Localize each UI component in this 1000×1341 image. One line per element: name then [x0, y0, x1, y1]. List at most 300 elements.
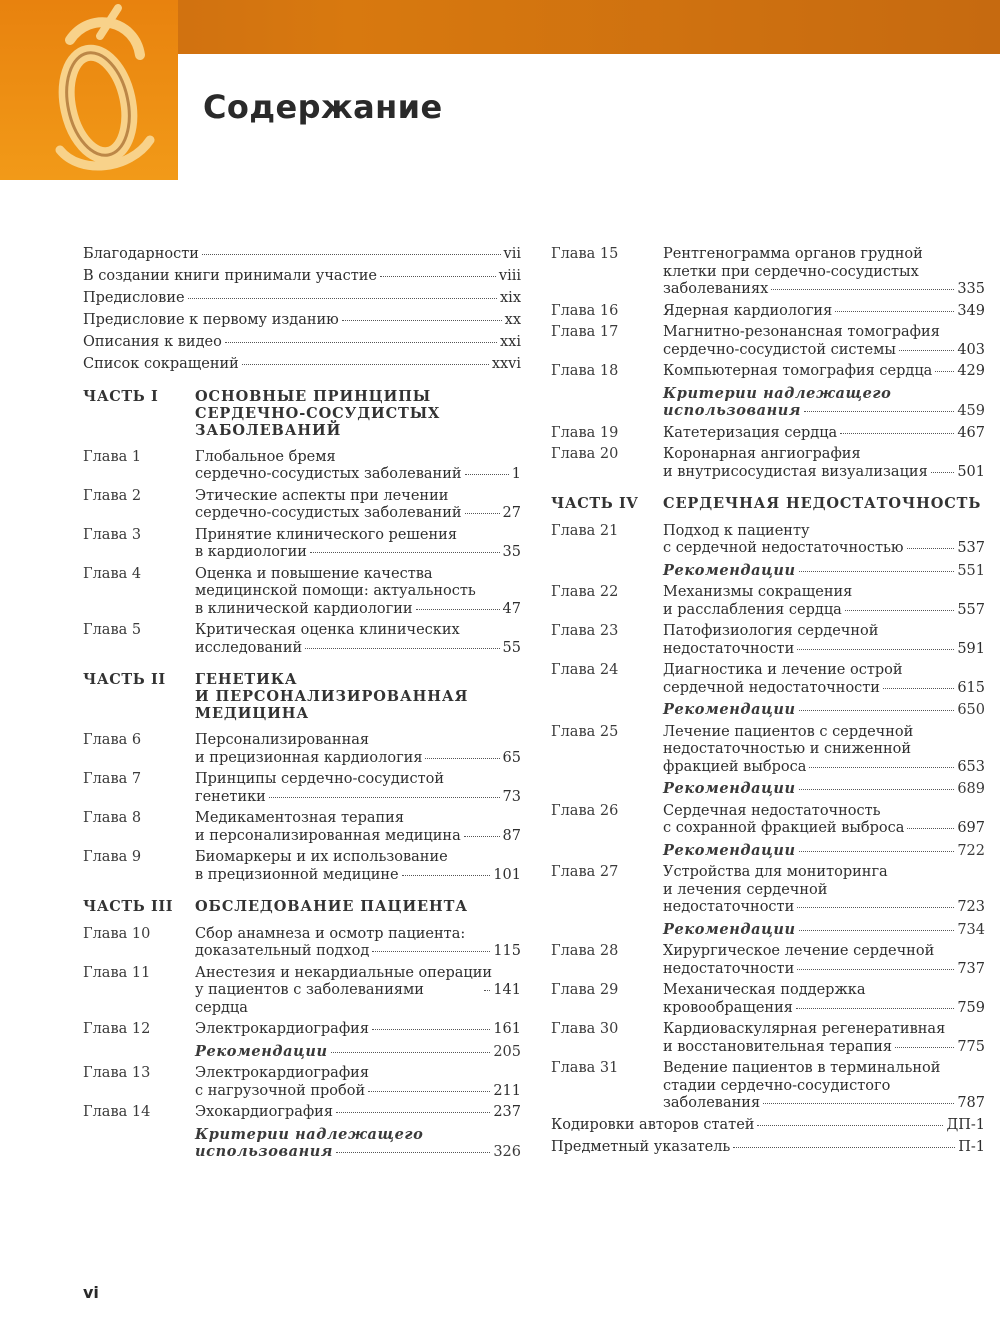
dot-leader [465, 513, 500, 514]
entry-title-line: Рекомендации [663, 701, 796, 718]
toc-entry [83, 732, 521, 767]
entry-title: Кодировки авторов статей [551, 1116, 755, 1133]
toc-left-column [83, 246, 521, 1166]
dot-leader [269, 797, 500, 798]
dot-leader [425, 758, 499, 759]
chapter-label: Глава 30 [551, 1021, 619, 1037]
part-title-line: ОСНОВНЫЕ ПРИНЦИПЫ [195, 387, 432, 405]
toc-entry [83, 1065, 521, 1100]
entry-title-line: Биомаркеры и их использование [195, 849, 448, 866]
entry-title [195, 566, 521, 619]
part-title-line: ЗАБОЛЕВАНИЙ [195, 421, 342, 439]
page-ref: 1 [511, 466, 521, 483]
entry-title-line: с сохранной фракцией выброса [663, 820, 905, 836]
page-ref: 161 [493, 1021, 521, 1038]
dot-leader [796, 1008, 954, 1009]
dot-leader [797, 649, 954, 650]
chapter-label: Глава 19 [551, 424, 619, 441]
entry-title-line: Анестезия и некардиальные операции [195, 964, 493, 981]
toc-entry [551, 303, 985, 321]
dot-leader [310, 552, 500, 553]
part-title-line: СЕРДЕЧНО-СОСУДИСТЫХ [195, 404, 441, 422]
page-ref: П-1 [958, 1138, 985, 1155]
chapter-label: Глава 27 [551, 864, 619, 880]
entry-title [663, 701, 985, 720]
page-number: vi [83, 1283, 99, 1302]
page-ref: 722 [957, 842, 985, 859]
part-title [195, 671, 521, 722]
page-ref: 429 [957, 363, 985, 379]
dot-leader [336, 1112, 490, 1113]
part-title-line: СЕРДЕЧНАЯ НЕДОСТАТОЧНОСТЬ [663, 495, 982, 512]
entry-title-line: в прецизионной медицине [195, 866, 399, 883]
page-ref: 723 [957, 899, 985, 915]
part-heading [83, 671, 521, 722]
toc-entry [83, 771, 521, 806]
toc-entry [83, 810, 521, 845]
entry-title [663, 385, 985, 421]
chapter-label: Глава 10 [83, 925, 151, 942]
entry-last-line [663, 602, 985, 620]
entry-last-line [663, 820, 985, 838]
toc-entry [551, 943, 985, 978]
entry-last-line [663, 921, 985, 940]
chapter-label: Глава 15 [551, 246, 619, 262]
entry-title-line: сердечно-сосудистых заболеваний [195, 466, 462, 483]
entry-last-line [663, 425, 985, 443]
entry-title-line: Глобальное бремя [195, 448, 336, 465]
dot-leader [305, 648, 499, 649]
entry-title-line: Критерии надлежащего [195, 1125, 424, 1143]
page-ref: 551 [957, 562, 985, 579]
page-ref: 403 [957, 341, 985, 358]
entry-last-line [663, 464, 985, 482]
toc-entry [551, 1021, 985, 1056]
chapter-label: Глава 29 [551, 982, 619, 998]
part-label: ЧАСТЬ IV [551, 495, 639, 512]
entry-title [663, 324, 985, 359]
chapter-label: Глава 3 [83, 526, 142, 543]
entry-last-line [195, 1104, 521, 1122]
front-matter-entry [83, 290, 521, 308]
entry-last-line [663, 780, 985, 799]
entry-title-line: Компьютерная томография сердца [663, 363, 933, 379]
dot-leader [899, 350, 954, 351]
page-ref: 101 [493, 866, 521, 883]
entry-last-line [195, 982, 521, 1017]
entry-last-line [663, 961, 985, 979]
chapter-label: Глава 13 [83, 1065, 151, 1082]
part-heading [83, 388, 521, 439]
part-title [195, 898, 521, 915]
page-ref: 326 [493, 1144, 521, 1161]
toc-subentry [83, 1126, 521, 1162]
chapter-label: Глава 7 [83, 771, 142, 788]
page-ref: viii [498, 268, 521, 285]
entry-title [663, 523, 985, 558]
entry-title [663, 943, 985, 978]
entry-title-line: Рекомендации [663, 780, 796, 797]
entry-title: В создании книги принимали участие [83, 268, 377, 285]
entry-last-line [663, 1000, 985, 1018]
dot-leader [368, 1091, 490, 1092]
entry-title [663, 803, 985, 838]
entry-title [195, 488, 521, 523]
toc-entry [551, 363, 985, 381]
chapter-label: Глава 21 [551, 522, 619, 539]
entry-title-line: Хирургическое лечение сердечной [663, 943, 935, 959]
entry-title-line: недостаточности [663, 640, 795, 657]
entry-title-line: Патофизиология сердечной [663, 623, 879, 639]
entry-title-line: Коронарная ангиография [663, 446, 861, 462]
dot-leader [380, 276, 496, 277]
toc-right-column [551, 246, 985, 1161]
dot-leader [465, 474, 509, 475]
front-matter-entry [83, 356, 521, 374]
entry-title [195, 622, 521, 657]
front-matter-entry [83, 334, 521, 352]
toc-entry [551, 623, 985, 658]
entry-title-line: и внутрисосудистая визуализация [663, 463, 928, 480]
entry-title-line: Электрокардиография [195, 1021, 369, 1038]
entry-last-line [195, 505, 521, 523]
toc-entry [551, 246, 985, 299]
entry-title-line: Сбор анамнеза и осмотр пациента: [195, 925, 466, 942]
toc-subentry [551, 701, 985, 720]
toc-entry [551, 1060, 985, 1113]
toc-entry [83, 965, 521, 1018]
chapter-label: Глава 9 [83, 849, 142, 866]
page-ref: 141 [493, 982, 521, 999]
page-ref: 759 [957, 999, 985, 1016]
chapter-label: Глава 11 [83, 964, 151, 981]
page-ref: 115 [493, 943, 521, 960]
page-ref: xxvi [491, 356, 521, 373]
chapter-label: Глава 28 [551, 943, 619, 959]
entry-title-line: Критическая оценка клинических [195, 622, 460, 639]
entry-title [195, 926, 521, 961]
entry-title-line: Кардиоваскулярная регенеративная [663, 1021, 946, 1037]
toc-entry [83, 566, 521, 619]
entry-title-line: стадии сердечно-сосудистого [663, 1077, 891, 1094]
entry-title [663, 662, 985, 697]
entry-last-line [663, 842, 985, 861]
page-ref: 65 [502, 749, 521, 766]
entry-title-line: Этические аспекты при лечении [195, 487, 449, 504]
entry-title-line: Рекомендации [663, 920, 796, 938]
dot-leader [771, 289, 954, 290]
page-ref: 467 [957, 424, 985, 441]
toc-entry [83, 1021, 521, 1039]
entry-title-line: генетики [195, 788, 266, 805]
entry-title [663, 363, 985, 381]
toc-entry [551, 864, 985, 917]
entry-last-line [663, 701, 985, 720]
dot-leader [372, 951, 490, 952]
toc-entry [551, 803, 985, 838]
entry-title-line: Рентгенограмма органов грудной [663, 246, 923, 262]
part-label: ЧАСТЬ III [83, 898, 174, 916]
toc-subentry [551, 562, 985, 581]
entry-title-line: сердечно-сосудистой системы [663, 341, 896, 358]
entry-title [663, 425, 985, 443]
entry-title-line: Ведение пациентов в терминальной [663, 1060, 941, 1076]
page-title: Содержание [203, 88, 443, 126]
toc-subentry [83, 1043, 521, 1062]
page-ref: 335 [957, 281, 985, 297]
entry-last-line [663, 759, 985, 777]
dot-leader [331, 1052, 491, 1053]
entry-title: Список сокращений [83, 356, 239, 373]
dot-leader [799, 930, 955, 931]
dot-leader [799, 789, 955, 790]
dot-leader [797, 969, 954, 970]
chapter-label: Глава 20 [551, 446, 619, 462]
entry-title-line: Лечение пациентов с сердечной [663, 723, 914, 740]
page-ref: 55 [502, 639, 521, 656]
part-title-line: МЕДИЦИНА [195, 705, 310, 723]
page-ref: 501 [957, 463, 985, 480]
entry-title-line: доказательный подход [195, 943, 370, 960]
chapter-label: Глава 5 [83, 622, 142, 639]
page-ref: xx [504, 312, 521, 329]
dot-leader [835, 311, 954, 312]
entry-title [195, 965, 521, 1018]
dot-leader [733, 1147, 955, 1148]
toc-subentry [551, 385, 985, 421]
dot-leader [907, 828, 954, 829]
entry-title-line: Сердечная недостаточность [663, 802, 881, 819]
dot-leader [202, 254, 501, 255]
entry-title-line: Принятие клинического решения [195, 526, 457, 543]
dot-leader [840, 433, 954, 434]
page-ref: 211 [493, 1082, 521, 1099]
entry-title: Предисловие [83, 290, 185, 307]
entry-title [663, 780, 985, 799]
chapter-label: Глава 12 [83, 1021, 151, 1038]
entry-title [663, 246, 985, 299]
entry-last-line [195, 1043, 521, 1062]
toc-entry [551, 324, 985, 359]
entry-last-line [195, 1143, 521, 1162]
page-ref: 73 [502, 788, 521, 805]
page-ref: 689 [957, 781, 985, 797]
entry-title [195, 771, 521, 806]
entry-last-line [195, 789, 521, 807]
entry-title [195, 810, 521, 845]
entry-title [195, 1065, 521, 1100]
entry-last-line [663, 1095, 985, 1113]
toc-entry [83, 527, 521, 562]
toc-entry [83, 622, 521, 657]
entry-last-line [195, 943, 521, 961]
page-ref: xix [500, 290, 521, 307]
chapter-label: Глава 2 [83, 487, 142, 504]
entry-title-line: использования [663, 402, 802, 419]
entry-last-line [663, 1039, 985, 1057]
entry-title-line: кровообращения [663, 999, 793, 1016]
dot-leader [188, 298, 497, 299]
toc-subentry [551, 921, 985, 940]
page-ref: 349 [957, 302, 985, 319]
dot-leader [484, 990, 490, 991]
entry-title-line: фракцией выброса [663, 758, 807, 775]
dot-leader [845, 610, 955, 611]
entry-title-line: и восстановительная терапия [663, 1038, 893, 1055]
page-ref: ДП-1 [946, 1116, 985, 1133]
entry-title-line: Ядерная кардиология [663, 302, 833, 319]
entry-title [663, 921, 985, 940]
entry-title [195, 732, 521, 767]
dot-leader [809, 767, 954, 768]
entry-last-line [195, 828, 521, 846]
entry-title [663, 1021, 985, 1056]
page-ref: vii [503, 246, 521, 262]
entry-title-line: Принципы сердечно-сосудистой [195, 771, 445, 788]
entry-title [195, 1104, 521, 1122]
chapter-label: Глава 23 [551, 623, 619, 639]
entry-title: Описания к видео [83, 334, 222, 351]
chapter-label: Глава 16 [551, 302, 619, 319]
entry-last-line [663, 363, 985, 381]
entry-title-line: Медикаментозная терапия [195, 810, 404, 827]
page-ref: 697 [957, 820, 985, 836]
entry-title-line: Механическая поддержка [663, 982, 866, 998]
entry-title-line: медицинской помощи: актуальность [195, 583, 476, 600]
chapter-label: Глава 14 [83, 1104, 151, 1121]
entry-title-line: и лечения сердечной [663, 881, 828, 898]
entry-last-line [663, 303, 985, 321]
entry-title-line: и расслабления сердца [663, 601, 842, 618]
entry-last-line [663, 540, 985, 558]
page-ref: 615 [957, 679, 985, 696]
page-ref: 591 [957, 640, 985, 657]
dot-leader [225, 342, 497, 343]
entry-last-line [195, 601, 521, 619]
toc-entry [83, 1104, 521, 1122]
dot-leader [907, 548, 955, 549]
entry-title-line: Рекомендации [195, 1042, 328, 1060]
page-ref: 557 [957, 601, 985, 618]
entry-title [663, 724, 985, 777]
page-ref: 35 [502, 544, 521, 561]
toc-entry [551, 584, 985, 619]
entry-last-line [663, 899, 985, 917]
page-ref: 47 [502, 600, 521, 617]
entry-title [663, 842, 985, 861]
toc-entry [551, 446, 985, 481]
entry-title: Предметный указатель [551, 1138, 731, 1155]
entry-title-line: Электрокардиография [195, 1065, 369, 1082]
part-title-line: И ПЕРСОНАЛИЗИРОВАННАЯ [195, 688, 469, 706]
toc-entry [551, 724, 985, 777]
dot-leader [342, 320, 502, 321]
part-title [195, 388, 521, 439]
entry-title-line: и персонализированная медицина [195, 827, 461, 844]
front-matter-entry [83, 268, 521, 286]
entry-title [195, 1126, 521, 1162]
page-ref: 650 [957, 702, 985, 718]
toc-entry [551, 425, 985, 443]
dot-leader [883, 688, 954, 689]
entry-title [663, 303, 985, 321]
page-ref: 787 [957, 1095, 985, 1111]
entry-title-line: Рекомендации [663, 841, 796, 859]
entry-last-line [195, 640, 521, 658]
entry-last-line [663, 402, 985, 421]
ornament-icon [0, 0, 178, 180]
entry-title-line: сердечно-сосудистых заболеваний [195, 505, 462, 522]
page-ref: 237 [493, 1104, 521, 1121]
dot-leader [799, 571, 955, 572]
page-ref: 537 [957, 540, 985, 556]
entry-title [195, 849, 521, 884]
entry-title [195, 527, 521, 562]
entry-title [195, 1043, 521, 1062]
entry-title-line: Эхокардиография [195, 1104, 333, 1121]
entry-title-line: с сердечной недостаточностью [663, 540, 904, 556]
entry-title-line: заболеваниях [663, 281, 769, 297]
chapter-label: Глава 1 [83, 448, 142, 465]
dot-leader [336, 1152, 490, 1153]
page-ref: 87 [502, 827, 521, 844]
entry-last-line [663, 680, 985, 698]
toc-entry [83, 449, 521, 484]
chapter-label: Глава 18 [551, 363, 619, 379]
part-title-line: ГЕНЕТИКА [195, 671, 298, 689]
toc-subentry [551, 842, 985, 861]
logo-block [0, 0, 178, 180]
entry-title-line: Диагностика и лечение острой [663, 662, 903, 678]
dot-leader [464, 836, 500, 837]
part-heading [83, 898, 521, 916]
dot-leader [372, 1029, 490, 1030]
chapter-label: Глава 22 [551, 584, 619, 600]
entry-title-line: заболевания [663, 1095, 761, 1111]
entry-title-line: недостаточности [663, 899, 795, 915]
dot-leader [804, 411, 954, 412]
chapter-label: Глава 17 [551, 324, 619, 340]
entry-title [663, 864, 985, 917]
entry-title-line: Катетеризация сердца [663, 424, 838, 441]
front-matter-entry [83, 312, 521, 330]
entry-title-line: Персонализированная [195, 732, 370, 749]
entry-title [663, 1060, 985, 1113]
dot-leader [799, 851, 955, 852]
entry-title-line: в кардиологии [195, 544, 307, 561]
entry-last-line [663, 562, 985, 581]
entry-title-line: Критерии надлежащего [663, 384, 892, 402]
entry-title-line: у пациентов с заболеваниями сердца [195, 982, 424, 1016]
page-ref: 653 [957, 758, 985, 775]
entry-title [663, 446, 985, 481]
entry-last-line [195, 544, 521, 562]
dot-leader [416, 609, 500, 610]
page-ref: xxi [500, 334, 521, 351]
entry-title-line: использования [195, 1143, 334, 1161]
chapter-label: Глава 4 [83, 565, 142, 582]
page-ref: 737 [957, 960, 985, 977]
entry-title-line: Магнитно-резонансная томография [663, 324, 940, 340]
entry-title [663, 623, 985, 658]
entry-title-line: Устройства для мониторинга [663, 864, 888, 880]
toc-entry [551, 662, 985, 697]
entry-last-line [663, 281, 985, 299]
entry-title-line: Рекомендации [663, 561, 796, 579]
entry-last-line [195, 466, 521, 484]
entry-title [663, 562, 985, 581]
entry-title [663, 982, 985, 1017]
